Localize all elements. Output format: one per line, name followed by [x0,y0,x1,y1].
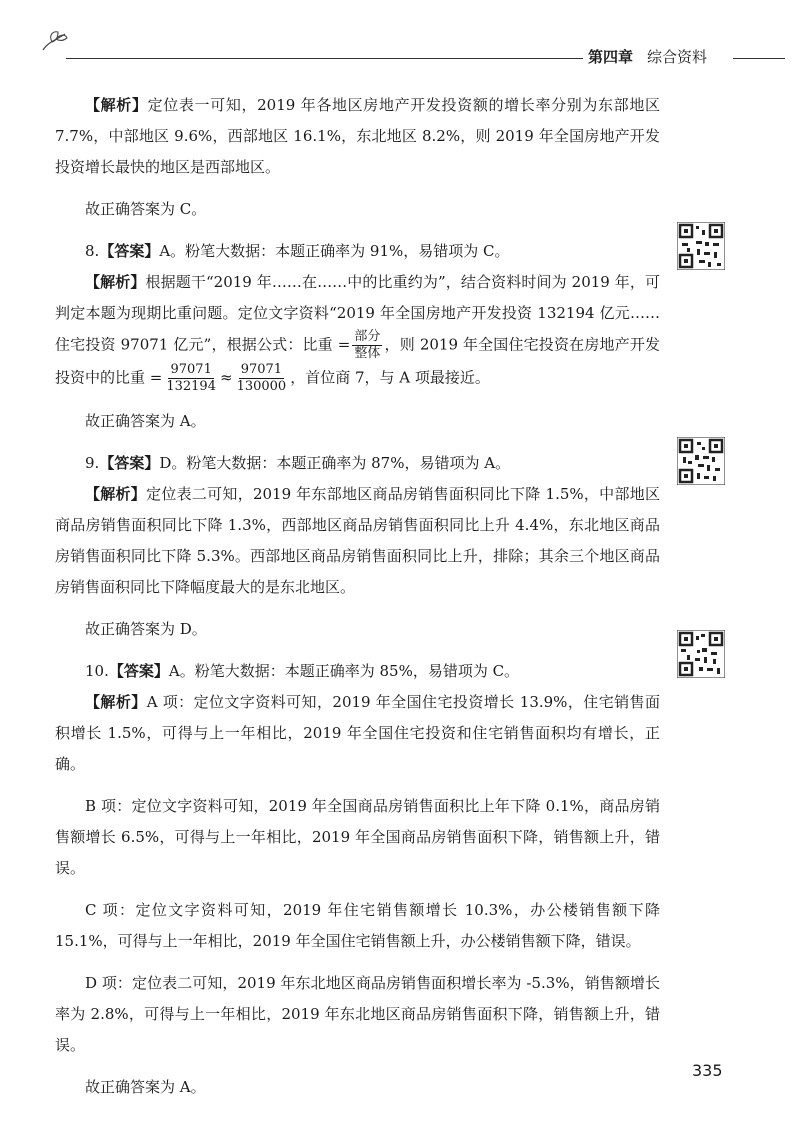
qr-code-q10[interactable] [677,630,725,678]
page-content [55,90,660,1114]
analysis-label: 【解析】 [85,273,146,291]
page-header [0,0,800,80]
fraction-exact-numerator: 97071 [170,362,212,377]
q8-number: 8. [85,242,100,260]
q8-conclusion: 故正确答案为 A。 [85,412,206,430]
fraction-exact [164,362,218,395]
analysis-label: 【解析】 [85,96,148,114]
answer-label: 【答案】 [99,454,160,472]
q10-answer [55,656,660,687]
q7-conclusion: 故正确答案为 C。 [85,200,207,218]
q10-answer-text: A。粉笔大数据：本题正确率为 85%，易错项为 C。 [168,662,520,680]
q8-analysis-part1: 根据题干“2019 年……在……中的比重约为”，结合资料时间为 2019 年，可判定本题为现期比重问题。定位文字资料“2019 年全国房地产开发投资 132194 亿元……住宅投资 97071 亿元”，根据公式：比重 = [55,273,660,354]
q10-analysis-a-text: A 项：定位文字资料可知，2019 年全国住宅投资增长 13.9%，住宅销售面积增长 1.5%，可得与上一年相比，2019 年全国住宅投资和住宅销售面积均有增长，正确。 [55,693,660,773]
page-number: 335 [692,1061,723,1080]
q9-analysis-text: 定位表二可知，2019 年东部地区商品房销售面积同比下降 1.5%，中部地区商品房销售面积同比下降 1.3%，西部地区商品房销售面积同比上升 4.4%，东北地区商品房销售面积同比下降 5.3%。西部地区商品房销售面积同比上升，排除；其余三个地区商品房销售面积同比下降幅度最大的是东北地区。 [55,485,660,596]
q8-analysis-part2: ，则 2019 年全国住宅投资在房地产开发投资中的比重 = [55,335,661,387]
q10-number: 10. [85,662,109,680]
q8-analysis-part3: ，首位商 7，与 A 项最接近。 [290,368,490,387]
ratio-formula [352,329,382,362]
q10-analysis-a [55,687,660,780]
formula-denominator: 整体 [354,346,381,361]
analysis-label: 【解析】 [85,693,147,711]
header-rule-right [733,58,785,59]
chapter-title: 综合资料 [647,48,708,66]
q8-answer-text: A。粉笔大数据：本题正确率为 91%，易错项为 C。 [159,242,510,260]
header-rule-left [66,58,583,59]
q9-conclusion: 故正确答案为 D。 [85,620,207,638]
chapter-number: 第四章 [588,48,634,66]
q10-analysis-c: C 项：定位文字资料可知，2019 年住宅销售额增长 10.3%，办公楼销售额下降 15.1%，可得与上一年相比，2019 年全国住宅销售额上升，办公楼销售额下降，错误。 [55,901,660,950]
q10-analysis-d: D 项：定位表二可知，2019 年东北地区商品房销售面积增长率为 -5.3%，销售额增长率为 2.8%，可得与上一年相比，2019 年东北地区商品房销售面积下降，销售额上升，错误。 [55,974,660,1054]
q7-analysis-text: 定位表一可知，2019 年各地区房地产开发投资额的增长率分别为东部地区 7.7%，中部地区 9.6%，西部地区 16.1%，东北地区 8.2%，则 2019 年全国房地产开发投资增长最快的地区是西部地区。 [55,96,660,176]
fraction-exact-denominator: 132194 [166,379,216,394]
qr-code-q8[interactable] [677,222,725,270]
answer-label: 【答案】 [108,662,169,680]
q8-answer [55,236,660,267]
leaf-icon [40,30,68,54]
q9-answer [55,448,660,479]
fraction-estimate [235,362,289,395]
answer-label: 【答案】 [99,242,160,260]
analysis-label: 【解析】 [85,485,147,503]
chapter-heading [588,46,707,67]
q9-answer-text: D。粉笔大数据：本题正确率为 87%，易错项为 A。 [159,454,511,472]
fraction-estimate-denominator: 130000 [236,379,287,394]
q9-number: 9. [85,454,100,472]
q7-analysis [55,90,660,183]
q8-analysis [55,267,660,395]
fraction-estimate-numerator: 97071 [240,362,283,377]
q10-analysis-b: B 项：定位文字资料可知，2019 年全国商品房销售面积比上年下降 0.1%，商品房销售额增长 6.5%，可得与上一年相比，2019 年全国商品房销售面积下降，销售额上升，错误。 [55,797,660,877]
formula-numerator: 部分 [354,329,381,344]
q9-analysis [55,479,660,603]
q10-conclusion: 故正确答案为 A。 [85,1078,206,1096]
qr-code-q9[interactable] [677,437,725,485]
approx-sign: ≈ [219,368,233,387]
